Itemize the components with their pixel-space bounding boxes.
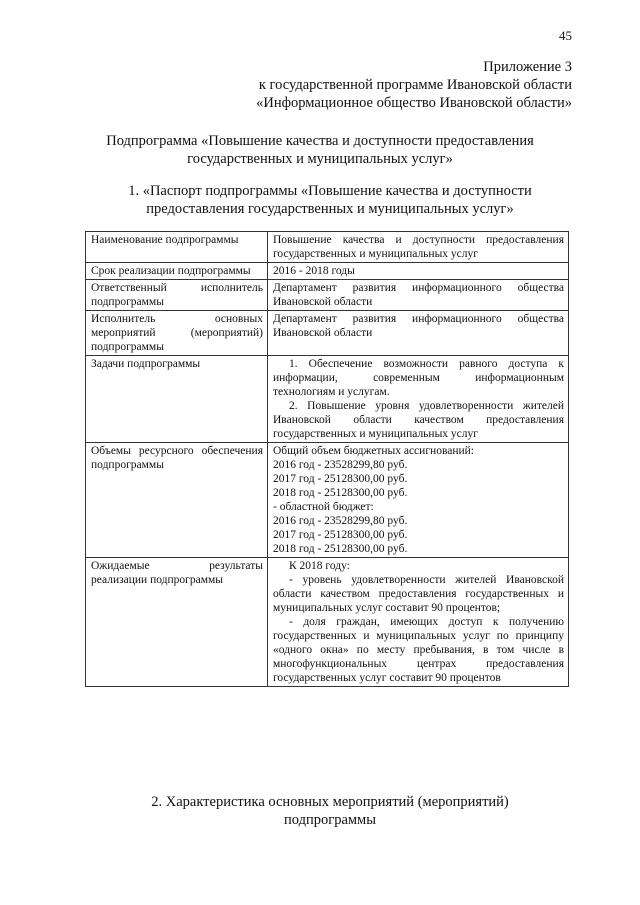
task-item: 1. Обеспечение возможности равного доступа к информации, современным информационным технологиям и услугам. [273, 358, 564, 398]
table-row [86, 356, 569, 443]
row-label: Наименование подпрограммы [86, 232, 268, 263]
funding-line: Общий объем бюджетных ассигнований: [273, 445, 474, 457]
table-row [86, 443, 569, 558]
row-label: Объемы ресурсного обеспечения подпрограммы [86, 443, 268, 558]
row-label: Ожидаемые результаты реализации подпрограммы [86, 558, 268, 687]
section-2-heading-line-2: подпрограммы [284, 812, 376, 828]
section-2-heading [80, 793, 580, 829]
results-cell [268, 558, 569, 687]
section-1-heading [80, 182, 580, 218]
funding-line: 2016 год - 23528299,80 руб. [273, 515, 408, 527]
funding-line: 2016 год - 23528299,80 руб. [273, 459, 408, 471]
row-value: Повышение качества и доступности предоставления государственных и муниципальных услуг [268, 232, 569, 263]
subprogram-title-line-2: государственных и муниципальных услуг» [187, 151, 453, 167]
row-value: 2016 - 2018 годы [268, 263, 569, 280]
passport-table [85, 231, 569, 687]
funding-line: 2017 год - 25128300,00 руб. [273, 473, 408, 485]
result-item: - доля граждан, имеющих доступ к получению государственных и муниципальных услуг по принципу «одного окна» по месту пребывания, в том числе в многофункциональных центрах предоставления государственных услуг составит 90 процентов [273, 616, 564, 684]
appendix-heading [256, 58, 572, 112]
tasks-cell [268, 356, 569, 443]
row-label: Ответственный исполнитель подпрограммы [86, 280, 268, 311]
section-1-heading-line-2: предоставления государственных и муниципальных услуг» [146, 201, 514, 217]
task-item: 2. Повышение уровня удовлетворенности жителей Ивановской области качеством предоставления государственных и муниципальных услуг [273, 400, 564, 440]
appendix-line-1: Приложение 3 [483, 59, 572, 75]
section-2-heading-line-1: 2. Характеристика основных мероприятий (мероприятий) [151, 794, 509, 810]
row-label: Задачи подпрограммы [86, 356, 268, 443]
appendix-line-3: «Информационное общество Ивановской области» [256, 95, 572, 111]
table-row [86, 280, 569, 311]
table-row [86, 558, 569, 687]
funding-cell [268, 443, 569, 558]
table-row [86, 311, 569, 356]
funding-line: 2018 год - 25128300,00 руб. [273, 487, 408, 499]
section-1-heading-line-1: 1. «Паспорт подпрограммы «Повышение качества и доступности [128, 183, 532, 199]
subprogram-title-line-1: Подпрограмма «Повышение качества и доступности предоставления [106, 133, 534, 149]
table-row [86, 263, 569, 280]
subprogram-title [60, 132, 580, 168]
funding-line: - областной бюджет: [273, 501, 374, 513]
row-value: Департамент развития информационного общества Ивановской области [268, 280, 569, 311]
funding-line: 2017 год - 25128300,00 руб. [273, 529, 408, 541]
row-label: Исполнитель основных мероприятий (мероприятий) подпрограммы [86, 311, 268, 356]
funding-line: 2018 год - 25128300,00 руб. [273, 543, 408, 555]
page-number: 45 [559, 28, 572, 43]
row-value: Департамент развития информационного общества Ивановской области [268, 311, 569, 356]
result-item: К 2018 году: [289, 560, 350, 572]
row-label: Срок реализации подпрограммы [86, 263, 268, 280]
result-item: - уровень удовлетворенности жителей Ивановской области качеством предоставления государственных и муниципальных услуг составит 90 процентов; [273, 574, 564, 614]
appendix-line-2: к государственной программе Ивановской области [258, 77, 572, 93]
table-row [86, 232, 569, 263]
